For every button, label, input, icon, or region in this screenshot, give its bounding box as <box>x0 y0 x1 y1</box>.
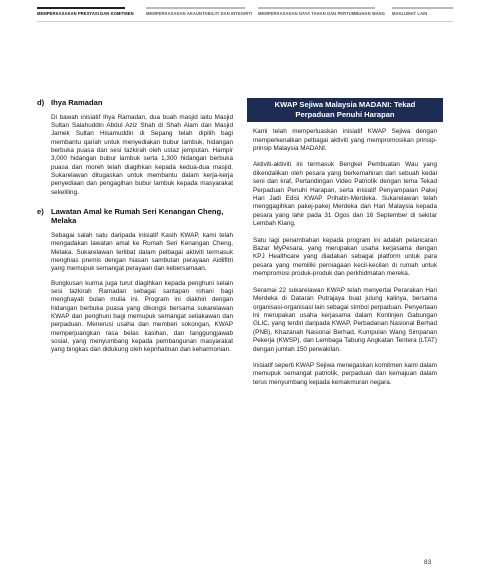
header-divider <box>37 21 453 22</box>
paragraph: Di bawah inisiatif Ihya Ramadan, dua buah masjid iaitu Masjid Sultan Salahuddin Abdul Aziz Shah di Shah Alam dan Masjid Jamek Sultan Hisamuddin di Sepang telah dipilih bagi membantu qariah untuk menyediakan bubur lambuk, hidangan berbuka puasa dan sesi tazkirah oleh ustaz jemputan. Hampir 3,000 hidangan bubur lambuk serta 1,300 hidangan berbuka puasa dan moreh telah diagihkan kepada kedua-dua masjid. Sukarelawan ditugaskan untuk membantu dalam kerja-kerja penyediaan dan pengagihan bubur lambuk kepada masyarakat sekeliling. <box>51 113 233 196</box>
section-title: Lawatan Amal ke Rumah Seri Kenangan Cheng, Melaka <box>51 206 224 226</box>
tab-maklumat-lain[interactable] <box>392 11 453 16</box>
tab-indicator <box>37 7 125 9</box>
tab-label: MEMPERKASAKAN PRESTASI DAN KOMITMEN <box>37 11 134 16</box>
tab-daya-tahan-pertumbuhan[interactable] <box>258 11 386 16</box>
right-column-highlight-box <box>247 98 443 387</box>
tab-indicator <box>258 7 375 9</box>
tab-indicator <box>146 7 245 9</box>
section-heading-lawatan-amal <box>37 207 233 226</box>
page-number: 83 <box>424 559 432 566</box>
paragraph: Sebagai salah satu daripada inisiatif Kasih KWAP, kami telah mengadakan lawatan amal ke Rumah Seri Kenangan Cheng, Melaka. Sukarelawan terlibat dalam pelbagai aktiviti termasuk menghias premis dengan hiasan sambutan perayaan Aidilfitri yang memupuk semangat perayaan dan kebersamaan. <box>51 231 233 273</box>
paragraph: Bungkusan kurma juga turut diagihkan kepada penghuni selain sesi tazkirah Ramadan sebagai santapan rohani bagi menghayati bulan mulia ini. Program ini diakhiri dengan hidangan berbuka puasa yang dikongsi bersama sukarelawan KWAP dan penghuni bagi memupuk semangat setiakawan dan perpaduan. Menerusi usaha dan memberi sokongan, KWAP memperjuangkan rasa belas kasihan, dan tanggungjawab sosial, yang menyumbang kepada pembangunan masyarakat yang bingkas dan didukung oleh keprihatinan dan keharmonian. <box>51 279 233 354</box>
box-title: KWAP Sejiwa Malaysia MADANI: Tekad Perpaduan Penuhi Harapan <box>247 98 443 122</box>
left-column <box>37 98 233 355</box>
paragraph: Satu lagi penambahan kepada program ini adalah pelancaran Bazar MyPesara, yang merupakan usaha kerjasama dengan KPJ Healthcare yang diadakan sebagai platform untuk para pesara yang memiliki perniagaan kecil-kecilan di rumah untuk mempromosi produk-produk dan perkhidmatan mereka. <box>253 236 437 278</box>
section-marker: e) <box>37 206 44 216</box>
paragraph: Inisiatif seperti KWAP Sejiwa menegaskan komitmen kami dalam memupuk semangat patriotik, perpaduan dan kemajuan dalam terus menyumbang kepada kemakmuran negara. <box>253 361 437 386</box>
paragraph: Seramai 22 sukarelawan KWAP telah menyertai Perarakan Hari Merdeka di Dataran Putrajaya buat julung kalinya, bersama organisasi-organisasi lain sebagai simbol perpaduan. Penyertaan ini merupakan usaha kerjasama dalam Kontinjen Gabungan GLIC, yang terdiri daripada KWAP, Perbadanan Nasional Berhad (PNB), Khazanah Nasional Berhad, Kumpulan Wang Simpanan Pekerja (KWSP), dan Lembaga Tabung Angkatan Tentera (LTAT) dengan jumlah 150 perwakilan. <box>253 286 437 353</box>
section-title: Ihya Ramadan <box>51 98 103 107</box>
tab-indicator <box>392 7 453 9</box>
tab-label: MAKLUMAT LAIN <box>392 11 428 16</box>
paragraph: Aktiviti-aktiviti ini termasuk Bengkel Pembuatan Wau yang dikendalikan oleh pesara yang berkemahiran dari sebuah kedai seni dan kraf, Pertandingan Video Patriotik dengan tema Tekad Perpaduan Penuhi Harapan, serta inisiatif Penyampaian Pakej Hari Jadi Edisi KWAP Prihatin-Merdeka. Sukarelawan telah menggagihkan pakej-pakej Merdeka dan Hari Malaysia kepada pesara yang lahir pada 31 Ogos dan 16 September di sekitar Lembah Klang. <box>253 161 437 228</box>
paragraph: Kami telah memperluaskan inisiatif KWAP Sejiwa dengan memperkenalkan pelbagai aktiviti yang mempromosikan prinsip-prinsip Malaysia MADANI. <box>253 128 437 152</box>
tab-akauntabiliti-integriti[interactable] <box>146 11 253 16</box>
tab-label: MEMPERKASAKAN DAYA TAHAN DAN PERTUMBUHAN WANG <box>258 11 386 16</box>
tab-prestasi-komitmen[interactable] <box>37 11 134 16</box>
tab-label: MEMPERKASAKAN AKAUNTABILITI DAN INTEGRITI <box>146 11 253 16</box>
section-marker: d) <box>37 98 45 107</box>
section-heading-ihya-ramadan <box>37 98 233 108</box>
